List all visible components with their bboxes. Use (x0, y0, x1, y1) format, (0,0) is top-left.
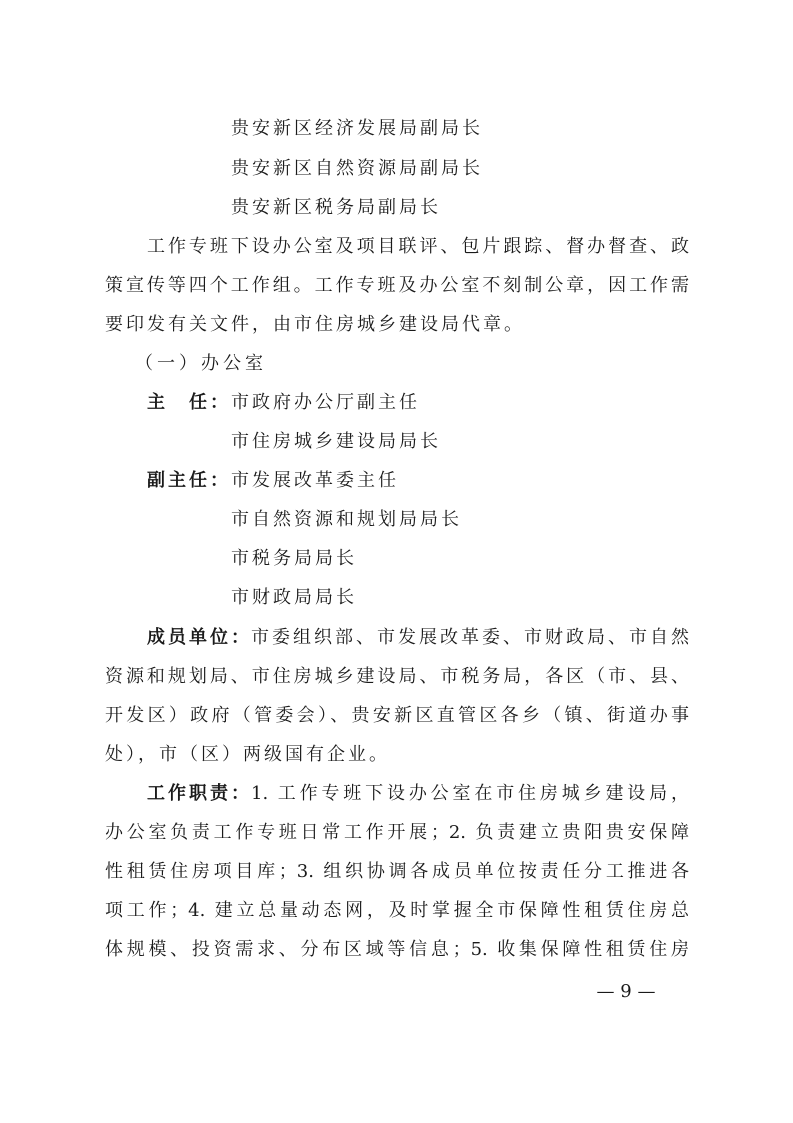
duties-line: 体规模、投资需求、分布区域等信息；5. 收集保障性租赁住房 (105, 939, 689, 960)
deputy-director-item: 市发展改革委主任 (231, 470, 399, 491)
director-item: 市住房城乡建设局局长 (231, 431, 441, 452)
intro-paragraph-line: 要印发有关文件，由市住房城乡建设局代章。 (105, 314, 525, 335)
member-units-line: 资源和规划局、市住房城乡建设局、市税务局，各区（市、县、 (105, 666, 689, 687)
duties-label: 工作职责： (147, 783, 252, 804)
member-units-line: 市委组织部、市发展改革委、市财政局、市自然 (251, 627, 689, 648)
intro-paragraph-line: 工作专班下设办公室及项目联评、包片跟踪、督办督查、政 (147, 236, 689, 257)
duties-line: 项工作；4. 建立总量动态网，及时掌握全市保障性租赁住房总 (105, 900, 689, 921)
duties-line: 1. 工作专班下设办公室在市住房城乡建设局， (251, 783, 689, 804)
duties-line: 性租赁住房项目库；3. 组织协调各成员单位按责任分工推进各 (105, 861, 689, 882)
top-list-item: 贵安新区税务局副局长 (231, 197, 441, 218)
member-units-label: 成员单位： (147, 627, 252, 648)
director-item: 市政府办公厅副主任 (231, 392, 420, 413)
member-units-line: 处），市（区）两级国有企业。 (105, 744, 390, 765)
deputy-director-label: 副主任： (147, 470, 231, 491)
member-units-line: 开发区）政府（管委会）、贵安新区直管区各乡（镇、街道办事 (105, 705, 689, 726)
deputy-director-item: 市财政局局长 (231, 587, 357, 608)
deputy-director-item: 市税务局局长 (231, 548, 357, 569)
intro-paragraph-line: 策宣传等四个工作组。工作专班及办公室不刻制公章，因工作需 (105, 275, 689, 296)
duties-line: 办公室负责工作专班日常工作开展；2. 负责建立贵阳贵安保障 (105, 822, 689, 843)
page-number: — 9 — (596, 981, 656, 1002)
deputy-director-item: 市自然资源和规划局局长 (231, 509, 462, 530)
director-label: 主 任： (147, 392, 231, 413)
top-list-item: 贵安新区自然资源局副局长 (231, 158, 483, 179)
section-heading: （一）办公室 (135, 353, 267, 374)
top-list-item: 贵安新区经济发展局副局长 (231, 118, 483, 139)
